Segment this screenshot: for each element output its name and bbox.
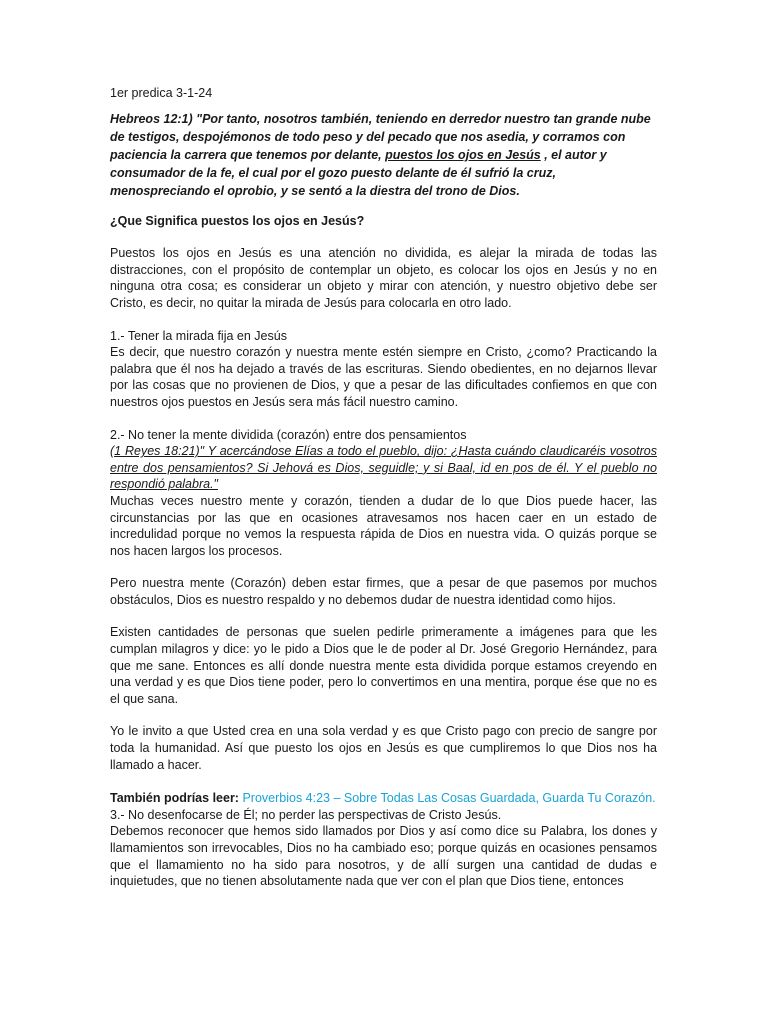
definition-paragraph: Puestos los ojos en Jesús es una atención no dividida, es alejar la mirada de todas las distracciones, con el propósito de contemplar un objeto, es colocar los ojos en Jesús y no en ninguna otra cosa; es considerar un objeto y mirar con atención, y nuestro objetivo debe ser Cristo, es decir, no quitar la mirada de Jesús para colocarla en otro lado. — [110, 246, 657, 310]
document-content — [110, 85, 657, 890]
invito-paragraph: Yo le invito a que Usted crea en una sola verdad y es que Cristo pago con precio de sangre por toda la humanidad. Así que puesto los ojos en Jesús es que cumpliremos lo que Dios nos ha llamado a hacer. — [110, 724, 657, 772]
also-read-label: También podrías leer: — [110, 791, 239, 806]
point3-body: Debemos reconocer que hemos sido llamados por Dios y así como dice su Palabra, los dones y llamamientos son irrevocables, Dios no ha cambiado eso; porque quizás en ocasiones pensamos que el llamamiento no ha sido para nosotros, y de allí surgen una cantidad de dudas e inquietudes, que no tienen absolutamente nada que ver con el plan que Dios tiene, entonces — [110, 824, 657, 889]
point1-body: Es decir, que nuestro corazón y nuestra mente estén siempre en Cristo, ¿como? Practicando la palabra que él nos ha dejado a través de las escrituras. Siendo obedientes, en no dejarnos llevar por las cosas que no provienen de Dios, y que a pesar de las dificultades confiemos en que con nuestros ojos puestos en Jesús sera más fácil nuestro camino. — [110, 345, 657, 409]
also-read-line — [110, 790, 657, 807]
also-read-link[interactable]: Proverbios 4:23 – Sobre Todas Las Cosas Guardada, Guarda Tu Corazón. — [238, 791, 656, 806]
verse-underlined-phrase: puestos los ojos en Jesús — [385, 147, 541, 162]
point3-title: 3.- No desenfocarse de Él; no perder las perspectivas de Cristo Jesús. — [110, 807, 502, 822]
verse-text-start: Hebreos 12:1) "Por tanto, nosotros también, teniendo en derredor nuestro tan grande nube de testigos, despojémonos de todo peso y del pecado que nos asedia, y corramos con paciencia la carrera que tenemos por delante, — [110, 111, 651, 162]
date-line: 1er predica 3-1-24 — [110, 86, 213, 100]
point2-title: 2.- No tener la mente dividida (corazón) entre dos pensamientos — [110, 427, 467, 442]
point1-title: 1.- Tener la mirada fija en Jesús — [110, 328, 287, 343]
imagenes-paragraph: Existen cantidades de personas que suelen pedirle primeramente a imágenes para que les cumplan milagros y dice: yo le pido a Dios que le de poder al Dr. José Gregorio Hernández, para que me sane. Entonces es allí donde nuestra mente esta dividida porque estamos creyendo en una verdad y es que Dios tiene poder, pero lo convertimos en una mentira, porque ése que no es el que sana. — [110, 625, 657, 706]
hebrews-verse — [110, 110, 657, 200]
firmes-paragraph: Pero nuestra mente (Corazón) deben estar firmes, que a pesar de que pasemos por muchos obstáculos, Dios es nuestro respaldo y no debemos dudar de nuestra identidad como hijos. — [110, 576, 657, 607]
verse-text-end: , el autor y consumador de la fe, el cual por el gozo puesto delante de él sufrió la cruz, menospreciando el oprobio, y se sentó a la diestra del trono de Dios. — [110, 147, 607, 198]
question-heading: ¿Que Significa puestos los ojos en Jesús? — [110, 213, 365, 228]
point2-body: Muchas veces nuestro mente y corazón, tienden a dudar de lo que Dios puede hacer, las circunstancias por las que en ocasiones atravesamos nos hacen caer en un estado de incredulidad porque no vemos la respuesta rápida de Dios en nuestra vida. O quizás porque se nos hacen largos los procesos. — [110, 493, 657, 558]
point2-reference: (1 Reyes 18:21)" Y acercándose Elías a todo el pueblo, dijo: ¿Hasta cuándo claudicaréis vosotros entre dos pensamientos? Si Jehová es Dios, seguidle; y si Baal, id en pos de él. Y el pueblo no respondió palabra." — [110, 444, 657, 492]
